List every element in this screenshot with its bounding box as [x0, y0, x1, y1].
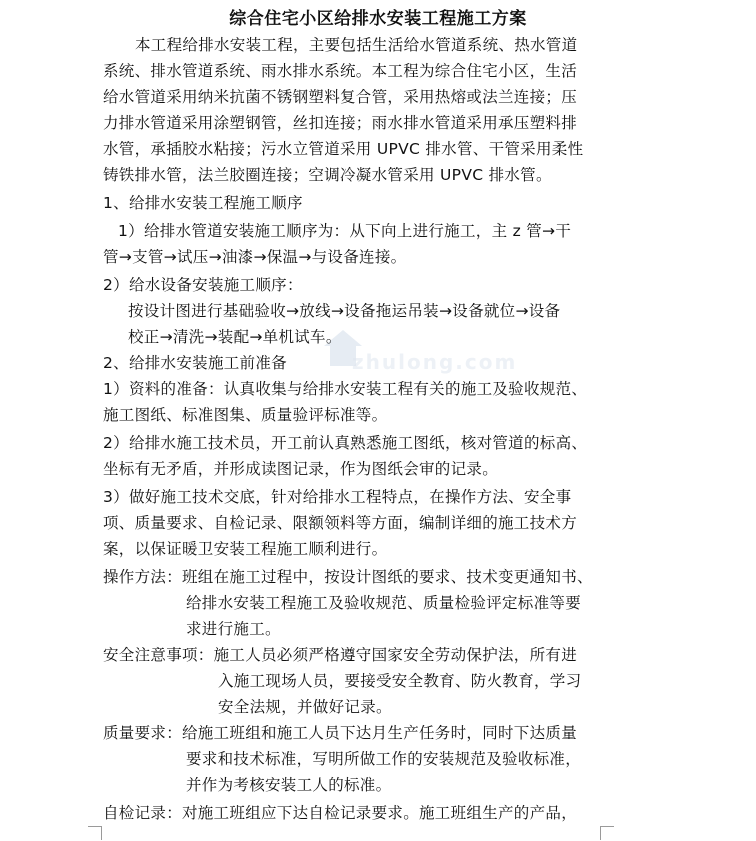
body-line: 3）做好施工技术交底，针对给排水工程特点，在操作方法、安全事 [103, 488, 572, 506]
body-line: 案，以保证暖卫安装工程施工顺利进行。 [103, 540, 388, 558]
body-line: 校正→清洗→装配→单机试车。 [128, 328, 342, 346]
body-line: 安全法规，并做好记录。 [218, 698, 392, 716]
body-line: 2）给排水施工技术员，开工前认真熟悉施工图纸，核对管道的标高、 [103, 434, 588, 452]
body-line: 按设计图进行基础验收→放线→设备拖运吊装→设备就位→设备 [128, 302, 561, 320]
body-line: 水管，承插胶水粘接；污水立管道采用 UPVC 排水管、干管采用柔性 [103, 140, 584, 158]
body-line: 本工程给排水安装工程，主要包括生活给水管道系统、热水管道 [135, 36, 578, 54]
page-corner-mark [88, 826, 102, 841]
body-line: 给水管道采用纳米抗菌不锈钢塑料复合管，采用热熔或法兰连接；压 [103, 88, 578, 106]
section-heading: 2、给排水安装施工前准备 [103, 354, 287, 372]
body-line: 施工图纸、标准图集、质量验评标准等。 [103, 406, 388, 424]
page-corner-mark [101, 826, 102, 840]
body-line: 入施工现场人员，要接受安全教育、防火教育，学习 [218, 672, 582, 690]
body-line: 项、质量要求、自检记录、限额领料等方面，编制详细的施工技术方 [103, 514, 578, 532]
body-line: 1）资料的准备：认真收集与给排水安装工程有关的施工及验收规范、 [103, 380, 588, 398]
page-corner-mark [600, 826, 614, 841]
body-line: 质量要求：给施工班组和施工人员下达月生产任务时，同时下达质量 [103, 724, 578, 742]
section-heading: 1、给排水安装工程施工顺序 [103, 194, 303, 212]
body-line: 管→支管→试压→油漆→保温→与设备连接。 [103, 248, 407, 266]
body-line: 求进行施工。 [186, 620, 281, 638]
page-corner-mark [600, 826, 601, 840]
body-line: 坐标有无矛盾，并形成读图记录，作为图纸会审的记录。 [103, 460, 499, 478]
body-line: 给排水安装工程施工及验收规范、质量检验评定标准等要 [186, 594, 582, 612]
body-line: 系统、排水管道系统、雨水排水系统。本工程为综合住宅小区，生活 [103, 62, 578, 80]
body-line: 2）给水设备安装施工顺序： [103, 276, 303, 294]
body-line: 要求和技术标准，写明所做工作的安装规范及验收标准， [186, 750, 582, 768]
body-line: 并作为考核安装工人的标准。 [186, 776, 392, 794]
body-line: 自检记录：对施工班组应下达自检记录要求。施工班组生产的产品， [103, 804, 578, 822]
body-line: 1）给排水管道安装施工顺序为：从下向上进行施工，主 z 管→干 [118, 222, 572, 240]
body-line: 力排水管道采用涂塑钢管，丝扣连接；雨水排水管道采用承压塑料排 [103, 114, 578, 132]
body-line: 安全注意事项：施工人员必须严格遵守国家安全劳动保护法，所有进 [103, 646, 578, 664]
body-line: 铸铁排水管，法兰胶圈连接；空调冷凝水管采用 UPVC 排水管。 [103, 166, 552, 184]
document-title: 综合住宅小区给排水安装工程施工方案 [229, 9, 527, 29]
watermark-text: zhulong.com [352, 350, 518, 374]
body-line: 操作方法：班组在施工过程中，按设计图纸的要求、技术变更通知书、 [103, 568, 593, 586]
